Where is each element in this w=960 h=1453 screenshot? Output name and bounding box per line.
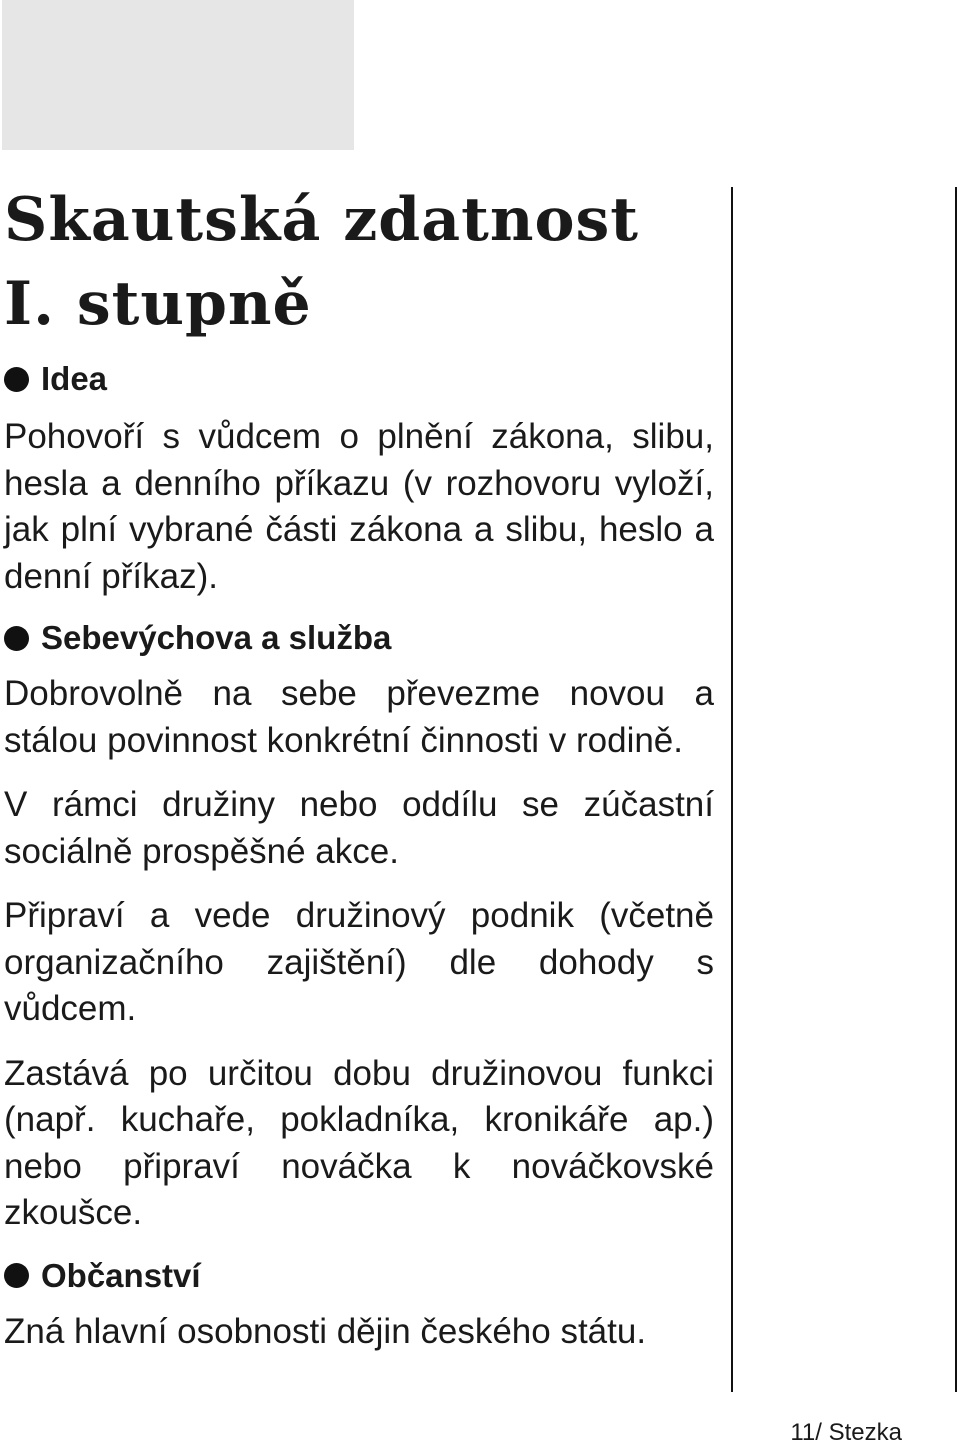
paragraph: Pohovoří s vůdcem o plnění zákona, slibu, hesla a denního příkazu (v rozhovoru vyloží, jak plní vybrané části zákona a slibu, heslo a denní příkaz). [4, 417, 714, 596]
title-line-1: Skautská zdatnost [4, 185, 639, 255]
page-content [4, 178, 714, 1355]
gray-header-block [2, 0, 354, 150]
paragraph: Zastává po určitou dobu družinovou funkci (např. kuchaře, pokladníka, kronikáře ap.) nebo připraví nováčka k nováčkovské zkoušce. [4, 1053, 714, 1232]
section-obcanstvi [4, 1253, 714, 1356]
section-heading-idea [4, 356, 714, 402]
section-heading-sebevychova [4, 615, 714, 661]
paragraph: Zná hlavní osobnosti dějin českého státu. [4, 1311, 647, 1351]
paragraph: Připraví a vede družinový podnik (včetně organizačního zajištění) dle dohody s vůdcem. [4, 896, 714, 1028]
paragraph: Dobrovolně na sebe převezme novou a stálou povinnost konkrétní činnosti v rodině. [4, 674, 714, 760]
bullet-icon [4, 626, 29, 651]
page-footer [790, 1418, 902, 1448]
section-sebevychova [4, 615, 714, 1237]
column-rule-right [955, 187, 957, 1392]
bullet-icon [4, 1263, 29, 1288]
page-title [4, 178, 714, 346]
bullet-icon [4, 367, 29, 392]
section-heading-label: Sebevýchova a služba [41, 619, 392, 656]
paragraph: V rámci družiny nebo oddílu se zúčastní sociálně prospěšné akce. [4, 785, 714, 871]
section-idea [4, 356, 714, 600]
section-heading-label: Idea [41, 360, 108, 397]
title-line-2: I. stupně [4, 269, 312, 339]
section-heading-label: Občanství [41, 1256, 201, 1294]
column-rule-left [731, 187, 733, 1392]
publication-name: Stezka [828, 1419, 902, 1446]
section-heading-obcanstvi [4, 1253, 714, 1299]
page-number: 11/ [790, 1419, 822, 1446]
